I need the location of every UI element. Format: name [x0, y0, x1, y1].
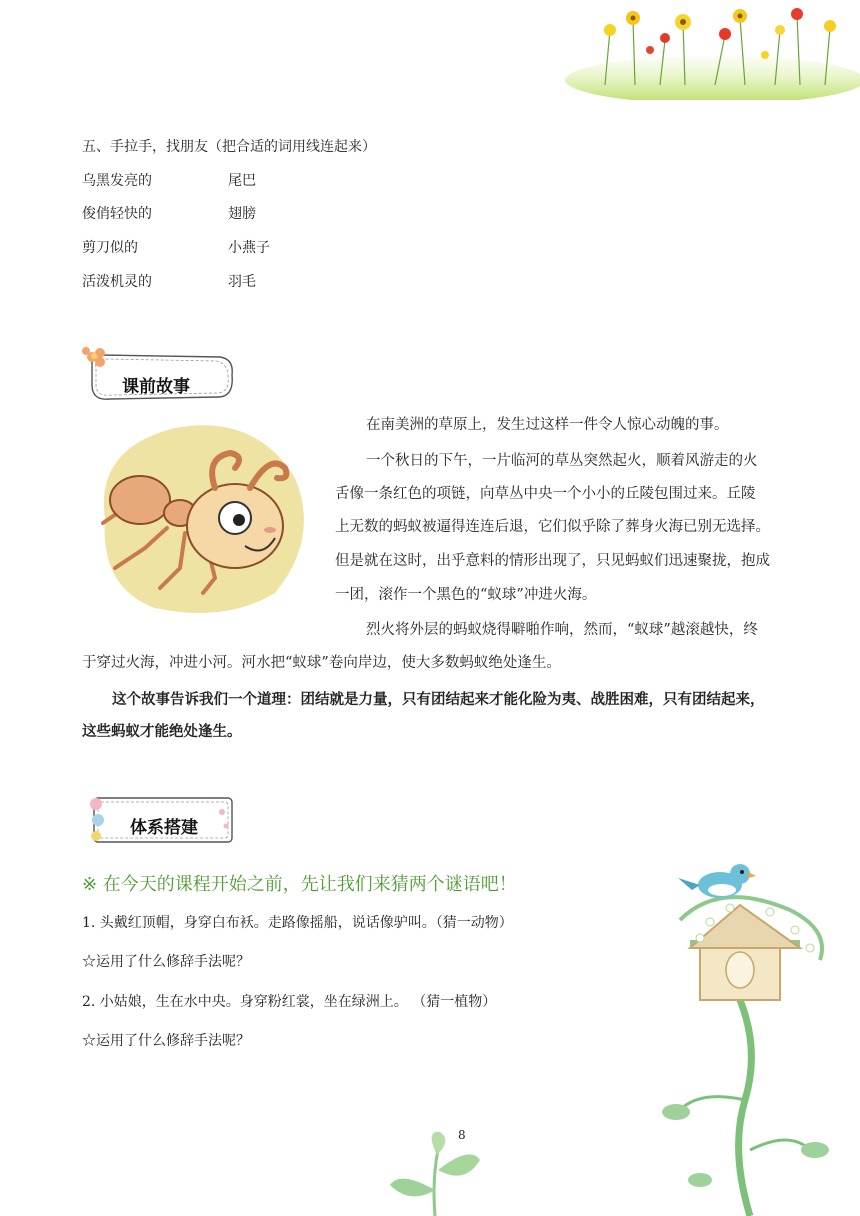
match-left-word: 俊俏轻快的 — [82, 206, 152, 222]
riddle-item: 1. 头戴红顶帽，身穿白布袄。走路像摇船，说话像驴叫。（猜一动物） — [82, 915, 513, 931]
riddle-item: 2. 小姑娘，生在水中央。身穿粉红裳，坐在绿洲上。 （猜一植物） — [82, 994, 497, 1010]
system-badge-label: 体系搭建 — [130, 818, 198, 838]
ant-illustration — [85, 418, 315, 618]
match-left-word: 活泼机灵的 — [82, 274, 152, 290]
riddle-heading: ※ 在今天的课程开始之前，先让我们来猜两个谜语吧！ — [82, 874, 517, 895]
story-moral: 这些蚂蚁才能绝处逢生。 — [82, 723, 242, 740]
leaves-decoration — [380, 1130, 490, 1216]
story-badge-label: 课前故事 — [122, 377, 190, 397]
story-line: 舌像一条红色的项链，向草丛中央一个小小的丘陵包围过来。丘陵 — [335, 486, 756, 502]
birdhouse-vine-decoration — [640, 850, 860, 1216]
story-moral: 这个故事告诉我们一个道理：团结就是力量，只有团结起来才能化险为夷、战胜困难，只有团结起来， — [112, 691, 765, 708]
match-row — [82, 170, 382, 190]
riddle-question: ☆运用了什么修辞手法呢？ — [82, 1033, 250, 1049]
match-right-word: 羽毛 — [228, 274, 256, 290]
match-row — [82, 237, 382, 257]
story-line: 一团，滚作一个黑色的“蚁球”冲进火海。 — [335, 587, 597, 603]
story-line: 上无数的蚂蚁被逼得连连后退，它们似乎除了葬身火海已别无选择。 — [335, 519, 770, 535]
story-line: 在南美洲的草原上，发生过这样一件令人惊心动魄的事。 — [366, 417, 729, 433]
match-left-word: 乌黑发亮的 — [82, 173, 152, 189]
section-5-title: 五、手拉手，找朋友（把合适的词用线连起来） — [82, 139, 376, 155]
page-number: 8 — [458, 1128, 466, 1142]
flowers-decoration — [565, 0, 860, 100]
riddle-question: ☆运用了什么修辞手法呢？ — [82, 954, 250, 970]
match-right-word: 翅膀 — [228, 206, 256, 222]
story-line: 烈火将外层的蚂蚁烧得噼啪作响，然而，“蚁球”越滚越快，终 — [366, 622, 758, 638]
match-right-word: 尾巴 — [228, 173, 256, 189]
match-left-word: 剪刀似的 — [82, 240, 138, 256]
match-row — [82, 271, 382, 291]
match-row — [82, 203, 382, 223]
match-right-word: 小燕子 — [228, 240, 270, 256]
story-line: 但是就在这时，出乎意料的情形出现了，只见蚂蚁们迅速聚拢，抱成 — [335, 553, 770, 569]
bird-icon — [678, 864, 756, 898]
story-line: 于穿过火海，冲进小河。河水把“蚁球”卷向岸边，使大多数蚂蚁绝处逢生。 — [82, 655, 561, 671]
story-line: 一个秋日的下午，一片临河的草丛突然起火，顺着风游走的火 — [366, 453, 758, 469]
